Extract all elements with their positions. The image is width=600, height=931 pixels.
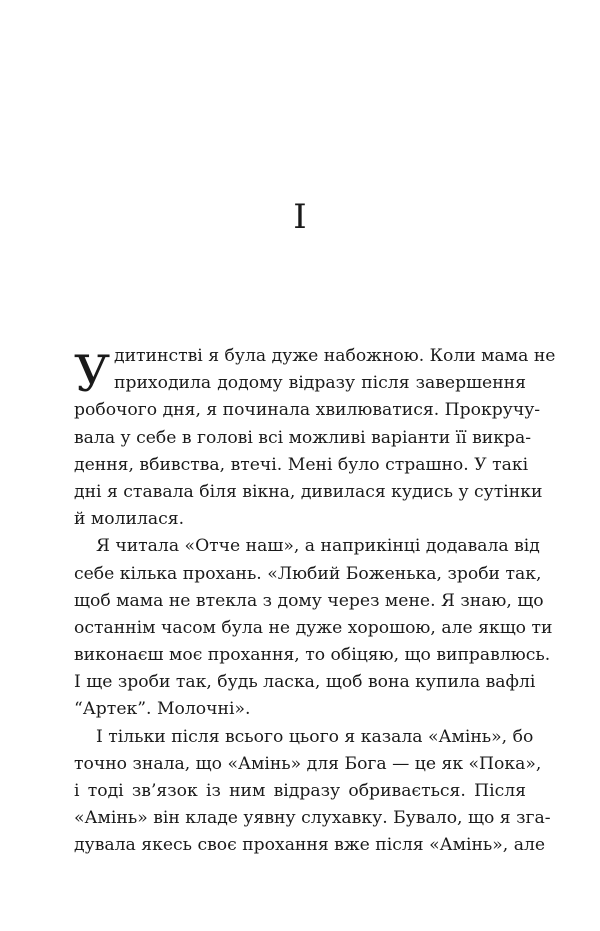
text-line: й молилася. bbox=[74, 509, 185, 530]
drop-cap: У bbox=[74, 345, 111, 403]
text-line: щоб мама не втекла з дому через мене. Я знаю, що bbox=[74, 590, 544, 611]
text-line: і тоді зв’язок із ним відразу обривається. Після bbox=[74, 781, 526, 801]
text-line: точно знала, що «Амінь» для Бога — це як «Пока», bbox=[74, 753, 542, 774]
text-line: себе кілька прохань. «Любий Боженька, зроби так, bbox=[74, 563, 542, 584]
chapter-number: I bbox=[293, 197, 307, 237]
text-line: дення, вбивства, втечі. Мені було страшно. У такі bbox=[74, 454, 529, 475]
text-line: робочого дня, я починала хвилюватися. Прокручу- bbox=[74, 400, 541, 421]
text-line: І ще зроби так, будь ласка, щоб вона купила вафлі bbox=[74, 672, 536, 693]
text-line: дитинстві я була дуже набожною. Коли мама не bbox=[114, 346, 556, 366]
text-line: виконаєш моє прохання, то обіцяю, що виправлюсь. bbox=[74, 645, 551, 666]
text-line: останнім часом була не дуже хорошою, але якщо ти bbox=[74, 617, 553, 638]
text-line: І тільки після всього цього я казала «Амінь», бо bbox=[96, 726, 534, 747]
text-line: дні я ставала біля вікна, дивилася кудись у сутінки bbox=[74, 481, 543, 502]
text-line: приходила додому відразу після завершення bbox=[114, 373, 526, 394]
text-line: вала у себе в голові всі можливі варіанти її викра- bbox=[74, 427, 532, 448]
text-line: «Амінь» він кладе уявну слухавку. Бувало, що я зга- bbox=[74, 808, 551, 829]
text-line: “Артек”. Молочні». bbox=[74, 699, 251, 720]
text-line: дувала якесь своє прохання вже після «Амінь», але bbox=[74, 835, 546, 856]
text-line: Я читала «Отче наш», а наприкінці додавала від bbox=[96, 536, 540, 557]
chapter-text bbox=[74, 343, 556, 860]
